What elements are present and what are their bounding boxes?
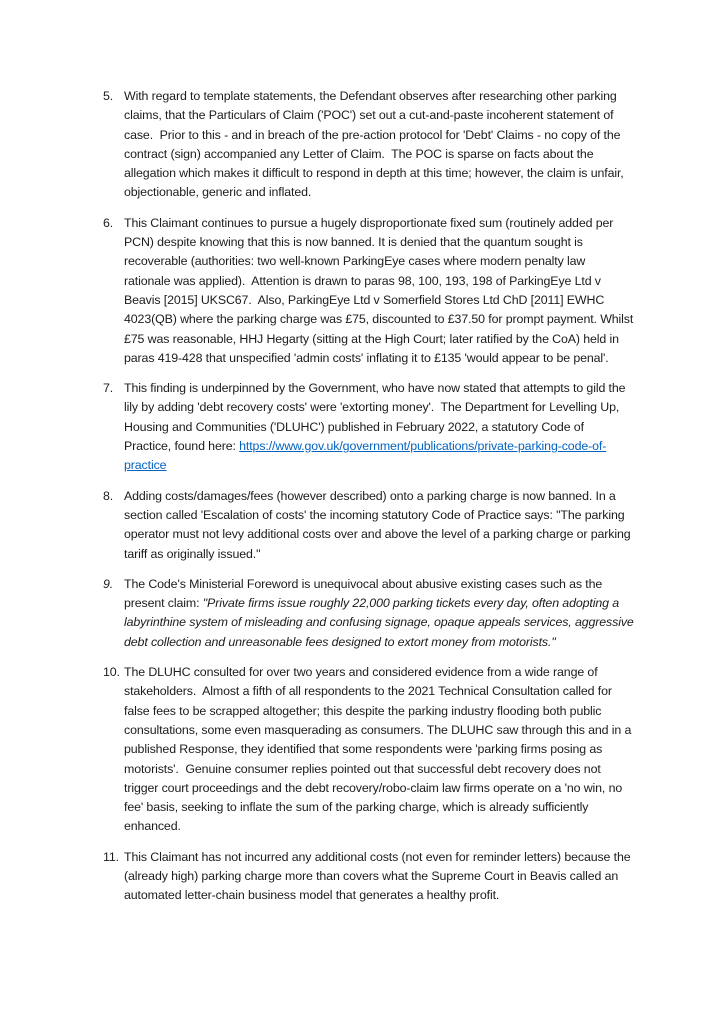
quoted-italic-text: "Private firms issue roughly 22,000 parking tickets every day, often adopting a labyrinthine system of misleading and confusing signage, opaque appeals services, aggressive debt collection and unreasonable fees designed to extort money from motorists." [124, 596, 638, 649]
paragraph-text [124, 87, 634, 203]
defence-paragraph [103, 848, 634, 906]
text-run: Adding costs/damages/fees (however described) onto a parking charge is now banned. In a section called 'Escalation of costs' the incoming statutory Code of Practice says: "The parking operator must not levy additional costs over and above the level of a parking charge or parking tariff as originally issued." [124, 488, 634, 561]
paragraph-number: 8. [103, 488, 114, 503]
defence-paragraph [103, 379, 634, 475]
document-body [103, 87, 638, 917]
defence-paragraph [103, 663, 634, 837]
code-of-practice-link[interactable]: https://www.gov.uk/government/publications/private-parking-code-of-practice [124, 439, 607, 473]
defence-paragraph [103, 87, 634, 203]
paragraph-number: 7. [103, 381, 114, 396]
paragraph-text [124, 663, 634, 837]
text-run: This finding is underpinned by the Government, who have now stated that attempts to gild the lily by adding 'debt recovery costs' were 'extorting money'. The Department for Levelling Up, Housing and Communities ('DLUHC') published in February 2022, a statutory Code of Practice, found here: [124, 381, 629, 454]
text-run: This Claimant continues to pursue a hugely disproportionate fixed sum (routinely added per PCN) despite knowing that this is now banned. It is denied that the quantum sought is recoverable (authorities: two well-known ParkingEye cases where modern penalty law rationale was applied). Attention is drawn to paras 98, 100, 193, 198 of ParkingEye Ltd v Beavis [2015] UKSC67. Also, ParkingEye Ltd v Somerfield Stores Ltd ChD [2011] EWHC 4023(QB) where the parking charge was £75, discounted to £37.50 for prompt payment. Whilst £75 was reasonable, HHJ Hegarty (sitting at the High Court; later ratified by the CoA) held in paras 419-428 that unspecified 'admin costs' inflating it to £135 'would appear to be penal'. [124, 215, 637, 365]
paragraph-number: 5. [103, 89, 114, 103]
defence-paragraph [103, 487, 634, 564]
defence-paragraph [103, 214, 637, 368]
paragraph-number: 11. [103, 849, 119, 864]
paragraph-number: 10. [103, 665, 120, 680]
paragraph-text [124, 487, 634, 564]
paragraph-number: 6. [103, 215, 114, 230]
paragraph-text [124, 575, 638, 652]
paragraph-number: 9. [103, 576, 114, 591]
paragraph-text [124, 848, 634, 906]
paragraph-text [124, 214, 637, 368]
numbered-paragraph-list [103, 87, 638, 906]
defence-paragraph [103, 575, 638, 652]
text-run: This Claimant has not incurred any additional costs (not even for reminder letters) because the (already high) parking charge more than covers what the Supreme Court in Beavis called an automated letter-chain business model that generates a healthy profit. [124, 849, 634, 903]
text-run: The DLUHC consulted for over two years and considered evidence from a wide range of stakeholders. Almost a fifth of all respondents to the 2021 Technical Consultation called for false fees to be scrapped altogether; this despite the parking industry flooding both public consultations, some even masquerading as consumers. The DLUHC saw through this and in a published Response, they identified that some respondents were 'parking firms posing as motorists'. Genuine consumer replies pointed out that successful debt recovery does not trigger court proceedings and the debt recovery/robo-claim law firms operate on a 'no win, no fee' basis, seeking to inflate the sum of the parking charge, which is already sufficiently enhanced. [124, 665, 635, 834]
paragraph-text [124, 379, 634, 475]
text-run: The Code's Ministerial Foreword is unequivocal about abusive existing cases such as the present claim: [124, 576, 606, 611]
text-run: With regard to template statements, the Defendant observes after researching other parking claims, that the Particulars of Claim ('POC') set out a cut-and-paste incoherent statement of case. Prior to this - and in breach of the pre-action protocol for 'Debt' Claims - no copy of the contract (sign) accompanied any Letter of Claim. The POC is sparse on facts about the allegation which makes it difficult to respond in depth at this time; however, the claim is unfair, objectionable, generic and inflated. [124, 89, 627, 200]
